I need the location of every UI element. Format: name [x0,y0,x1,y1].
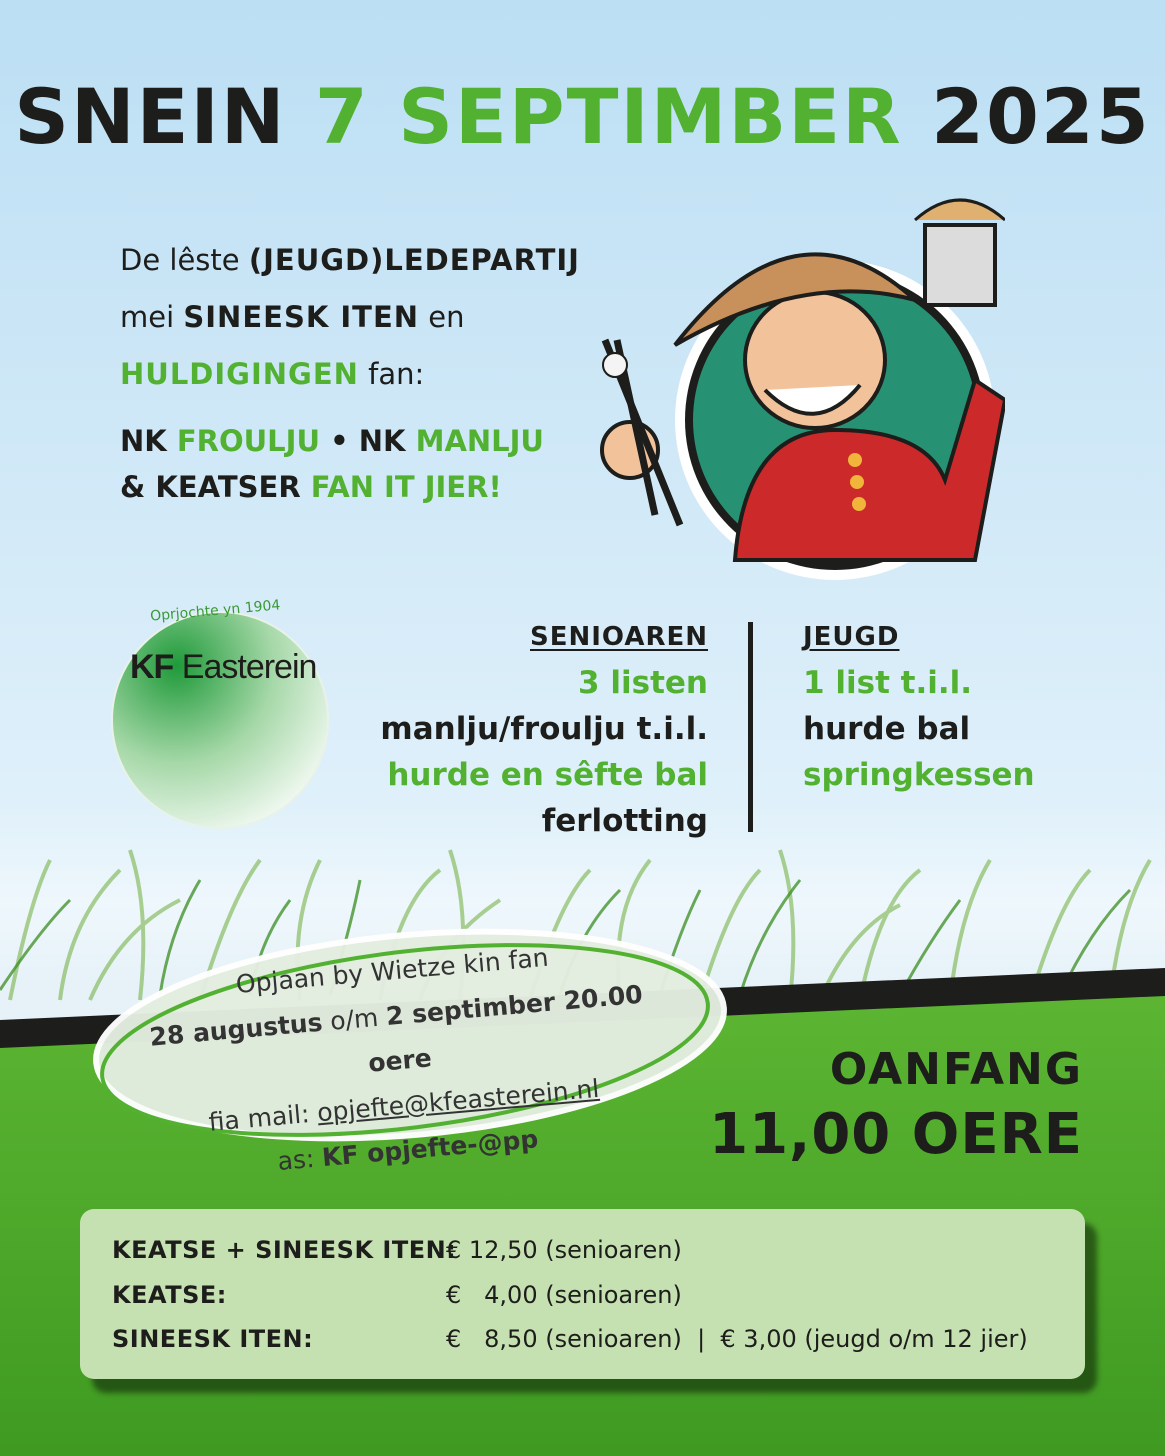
youth-line: 1 list t.i.l. [803,665,973,701]
signup-om: o/m [321,1002,388,1037]
price-row [112,1236,682,1264]
seniors-column [380,614,708,844]
intro-line-1a: De lêste [120,243,249,277]
price-value: € 8,50 (senioaren) | € 3,00 (jeugd o/m 12 jier) [446,1325,1028,1353]
nk-c: • NK [320,424,416,458]
start-time [709,1040,1083,1170]
price-label: KEATSE + SINEESK ITEN: [112,1236,457,1264]
title-day: SNEIN [14,72,287,161]
price-label: KEATSE: [112,1281,227,1309]
seniors-line: hurde en sêfte bal [387,757,708,793]
seniors-line: manlju/froulju t.i.l. [380,711,708,747]
start-time-value: 11,00 OERE [709,1102,1083,1167]
signup-app-label: as: [276,1143,324,1176]
intro-line-3b: fan: [358,357,425,391]
signup-mail-label: fia mail: [207,1098,319,1137]
intro-line-2a: mei [120,300,184,334]
intro-line-3a: HULDIGINGEN [120,357,359,391]
intro-line-2c: en [419,300,465,334]
logo-name: Easterein [181,648,317,686]
youth-line: hurde bal [803,711,971,747]
intro-text [120,232,580,403]
intro-line-2b: SINEESK ITEN [183,300,420,334]
signup-app-name: KF opjefte-@pp [320,1124,540,1173]
title-date: 7 SEPTIMBER [314,72,903,161]
nk-b: FROULJU [176,424,321,458]
signup-date-to: 2 septimber 20.00 oere [367,979,644,1078]
title-year: 2025 [931,72,1151,161]
logo-short: KF [130,648,174,686]
chef-mascot-illustration [585,180,1005,580]
youth-column [803,614,1035,798]
nk-f: FAN IT JIER! [310,470,502,504]
club-logo-name [130,648,316,687]
event-date-title [0,72,1165,161]
start-label: OANFANG [829,1044,1083,1095]
intro-line-1b: (JEUGD)LEDEPARTIJ [248,243,580,277]
seniors-line: 3 listen [578,665,708,701]
seniors-heading: SENIOAREN [530,622,708,652]
nk-e: & KEATSER [120,470,311,504]
youth-line: springkessen [803,757,1035,793]
nk-d: MANLJU [415,424,544,458]
seniors-line: ferlotting [541,803,708,839]
signup-line-1: Opjaan by Wietze kin fan [234,942,550,999]
youth-heading: JEUGD [803,622,900,652]
nk-a: NK [120,424,177,458]
honorees-text [120,418,544,510]
signup-info [121,925,679,1196]
logo-tagline: Oprjochte yn 1904 [149,597,281,625]
signup-email-link[interactable]: opjefte@kfeasterein.nl [316,1073,601,1128]
column-divider [748,622,753,832]
price-label: SINEESK ITEN: [112,1325,314,1353]
signup-date-from: 28 augustus [148,1007,324,1052]
price-value: € 4,00 (senioaren) [446,1281,682,1309]
price-row [112,1281,682,1309]
price-value: € 12,50 (senioaren) [446,1236,682,1264]
price-row [112,1325,1028,1353]
